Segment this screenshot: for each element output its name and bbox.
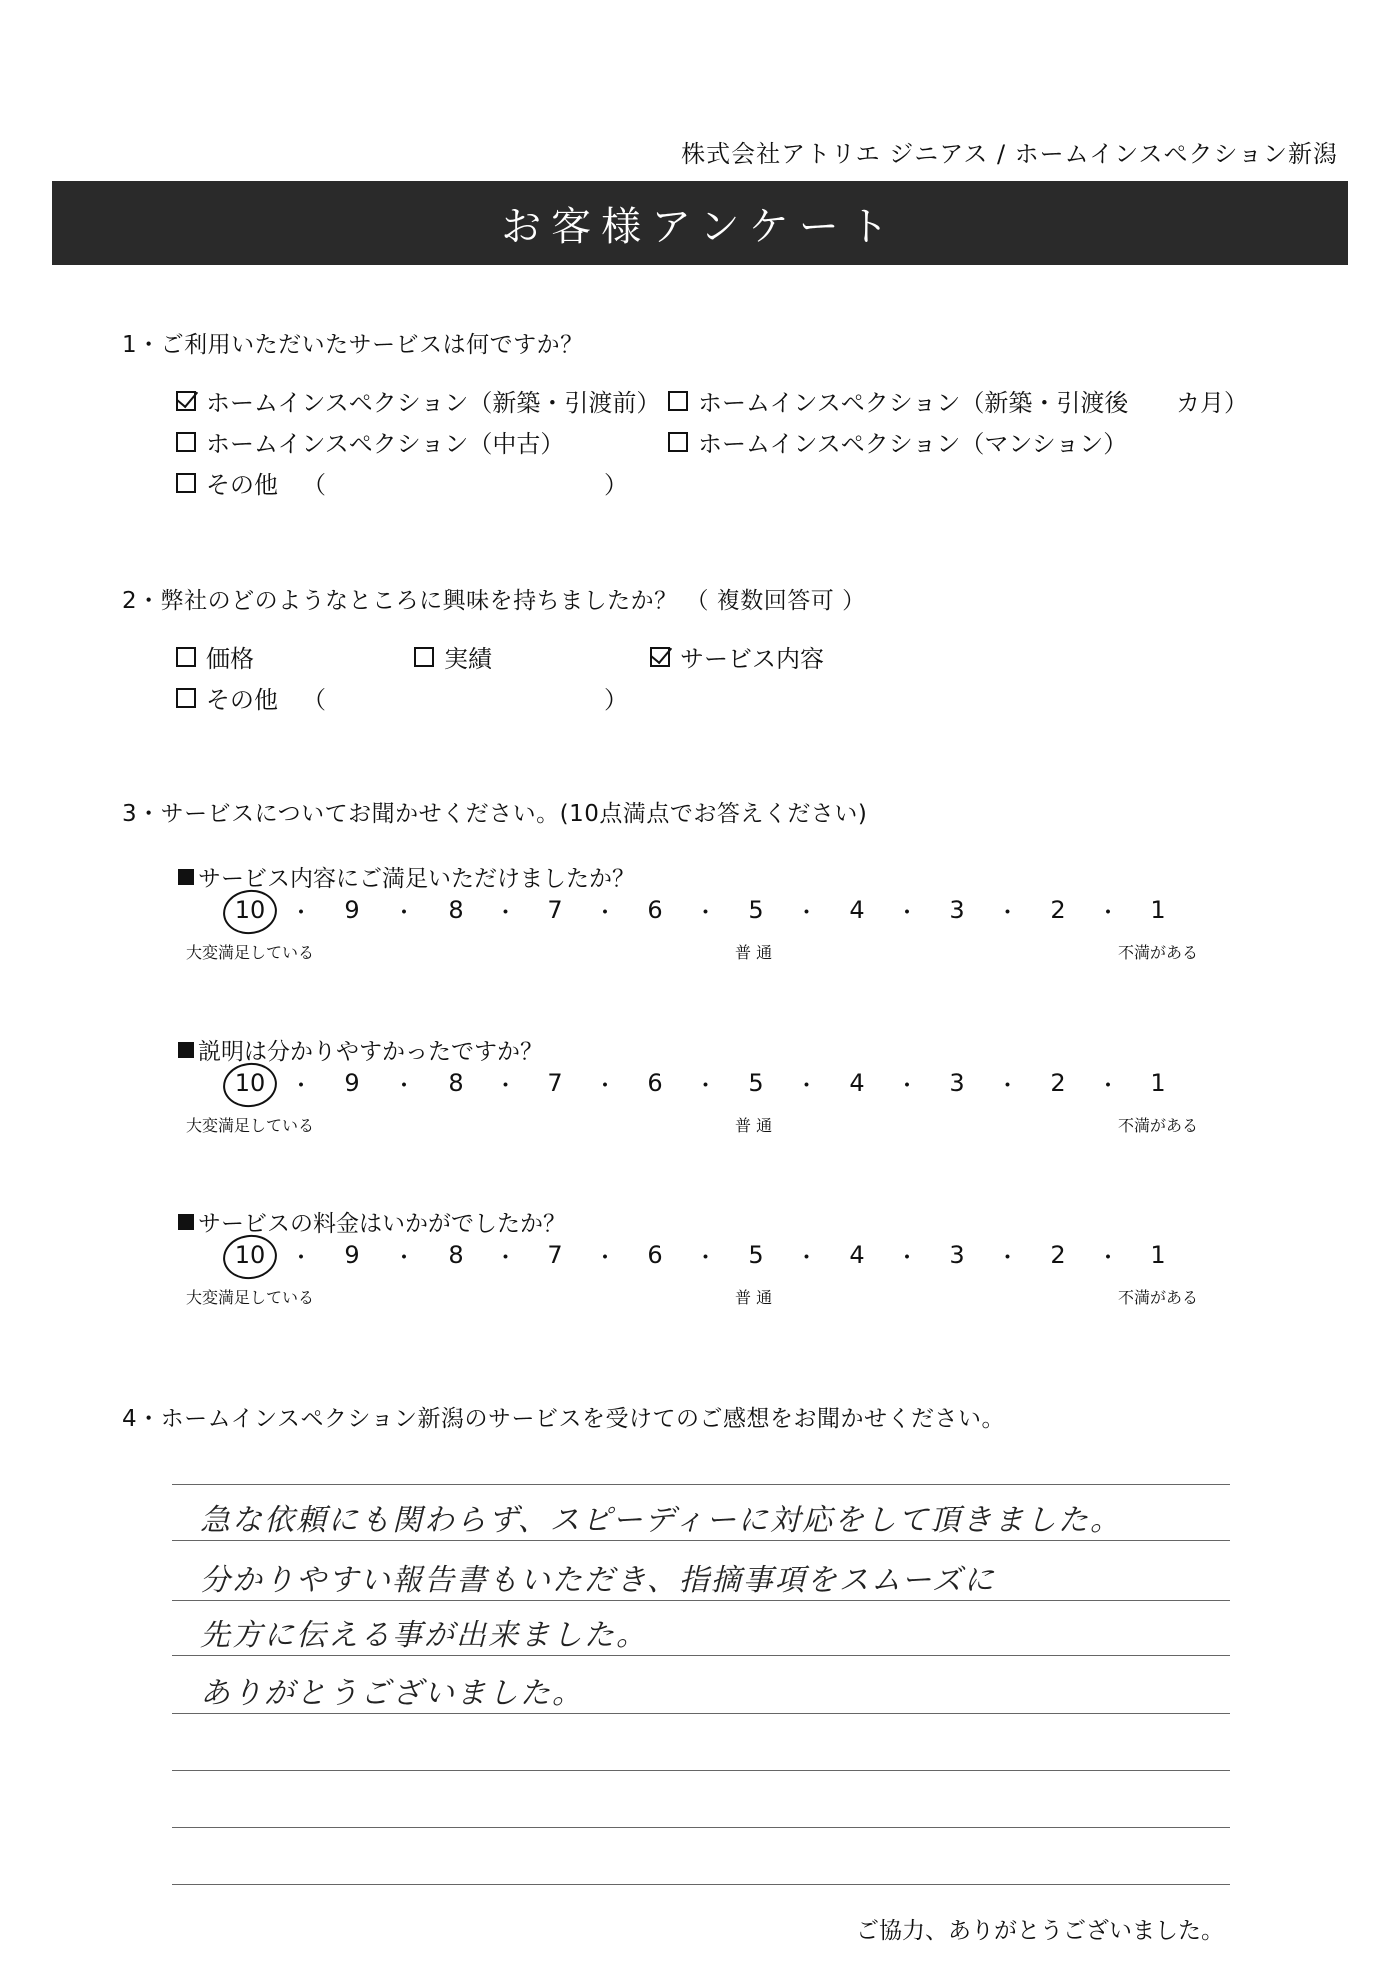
scale-separator: ・ <box>694 1074 717 1099</box>
scale-separator: ・ <box>593 1074 617 1099</box>
scale-separator: ・ <box>996 1246 1019 1271</box>
ruled-line <box>172 1713 1230 1714</box>
rating-option[interactable]: 6 <box>647 1241 663 1269</box>
handwritten-comment-line: 分かりやすい報告書もいただき、指摘事項をスムーズに <box>200 1563 996 1598</box>
scale-separator: ・ <box>392 1074 416 1099</box>
ruled-line <box>172 1484 1230 1485</box>
checkbox[interactable] <box>176 473 196 493</box>
rating-option[interactable]: 3 <box>949 1241 965 1269</box>
scale-label-neutral: 普 通 <box>735 1288 773 1307</box>
scale-separator: ・ <box>289 901 313 926</box>
scale-separator: ・ <box>494 1074 517 1099</box>
ruled-line <box>172 1770 1230 1771</box>
q4-title: 4・ホームインスペクション新潟のサービスを受けてのご感想をお聞かせください。 <box>122 1406 1006 1432</box>
scale-separator: ・ <box>694 901 717 926</box>
q1-option-new-after[interactable]: ホームインスペクション（新築・引渡後 <box>668 383 1128 418</box>
checkbox[interactable] <box>176 688 196 708</box>
rating-option[interactable]: 1 <box>1150 896 1166 924</box>
rating-option[interactable]: 10 <box>234 1069 266 1097</box>
scale-separator: ・ <box>795 901 818 926</box>
selected-rating-circle <box>220 1059 280 1110</box>
rating-option[interactable]: 5 <box>748 1241 764 1269</box>
scale-separator: ・ <box>494 1246 517 1271</box>
open-paren: （ <box>302 471 326 499</box>
q3-title: 3・サービスについてお聞かせください。(10点満点でお答えください) <box>122 801 868 827</box>
rating-option[interactable]: 10 <box>234 896 266 924</box>
scale-separator: ・ <box>1096 1074 1120 1099</box>
rating-option[interactable]: 6 <box>647 896 663 924</box>
checkbox-checked[interactable] <box>176 391 196 411</box>
ruled-line <box>172 1827 1230 1828</box>
q2-title: 2・弊社のどのようなところに興味を持ちましたか？ （ 複数回答可 ） <box>122 588 866 614</box>
rating-option[interactable]: 8 <box>448 896 464 924</box>
rating-option[interactable]: 1 <box>1150 1069 1166 1097</box>
rating-option[interactable]: 9 <box>344 1241 360 1269</box>
scale-label-dissatisfied: 不満がある <box>1118 943 1199 962</box>
checkbox[interactable] <box>176 647 196 667</box>
scale-label-high-satisfaction: 大変満足している <box>186 1116 315 1135</box>
scale-separator: ・ <box>1096 1246 1120 1271</box>
handwritten-comment-line: 先方に伝える事が出来ました。 <box>200 1618 648 1653</box>
thanks-message: ご協力、ありがとうございました。 <box>856 1918 1224 1944</box>
rating-option[interactable]: 8 <box>448 1069 464 1097</box>
scale-separator: ・ <box>289 1074 313 1099</box>
q1-option-new-before[interactable]: ホームインスペクション（新築・引渡前） <box>176 383 660 418</box>
scale-separator: ・ <box>694 1246 717 1271</box>
checkbox[interactable] <box>668 391 688 411</box>
q1-option-mansion[interactable]: ホームインスペクション（マンション） <box>668 424 1127 459</box>
rating-option[interactable]: 4 <box>849 1069 865 1097</box>
scale-separator: ・ <box>1096 901 1120 926</box>
q2-option-price[interactable]: 価格 <box>176 639 254 674</box>
scale-separator: ・ <box>895 901 919 926</box>
selected-rating-circle <box>220 1231 280 1282</box>
q2-option-other[interactable]: その他 <box>176 680 278 715</box>
scale-label-high-satisfaction: 大変満足している <box>186 943 315 962</box>
rating-option[interactable]: 2 <box>1050 896 1066 924</box>
checkbox[interactable] <box>668 432 688 452</box>
ruled-line <box>172 1655 1230 1656</box>
scale-separator: ・ <box>996 1074 1019 1099</box>
close-paren: ） <box>604 471 628 499</box>
scale-separator: ・ <box>593 901 617 926</box>
rating-option[interactable]: 7 <box>547 896 563 924</box>
scale-separator: ・ <box>895 1246 919 1271</box>
scale-label-high-satisfaction: 大変満足している <box>186 1288 315 1307</box>
square-bullet-icon <box>178 1214 194 1230</box>
rating-option[interactable]: 3 <box>949 1069 965 1097</box>
ruled-line <box>172 1600 1230 1601</box>
rating-option[interactable]: 2 <box>1050 1241 1066 1269</box>
rating-option[interactable]: 10 <box>234 1241 266 1269</box>
square-bullet-icon <box>178 869 194 885</box>
checkbox[interactable] <box>414 647 434 667</box>
rating-question: 説明は分かりやすかったですか？ <box>178 1033 543 1066</box>
q1-option-other[interactable]: その他 <box>176 465 278 500</box>
rating-option[interactable]: 7 <box>547 1241 563 1269</box>
q2-option-service[interactable]: サービス内容 <box>650 639 824 674</box>
open-paren: （ <box>302 686 326 714</box>
ruled-line <box>172 1884 1230 1885</box>
q1-months-suffix: カ月） <box>1176 389 1248 417</box>
scale-separator: ・ <box>795 1246 818 1271</box>
rating-question: サービスの料金はいかがでしたか？ <box>178 1205 566 1238</box>
ruled-line <box>172 1540 1230 1541</box>
scale-separator: ・ <box>795 1074 818 1099</box>
scale-separator: ・ <box>593 1246 617 1271</box>
rating-option[interactable]: 4 <box>849 896 865 924</box>
selected-rating-circle <box>220 886 280 937</box>
rating-option[interactable]: 5 <box>748 896 764 924</box>
scale-separator: ・ <box>996 901 1019 926</box>
rating-option[interactable]: 3 <box>949 896 965 924</box>
scale-separator: ・ <box>895 1074 919 1099</box>
scale-separator: ・ <box>392 901 416 926</box>
rating-question: サービス内容にご満足いただけましたか？ <box>178 860 635 893</box>
survey-title-banner <box>52 181 1348 265</box>
rating-option[interactable]: 2 <box>1050 1069 1066 1097</box>
scale-label-neutral: 普 通 <box>735 943 773 962</box>
handwritten-comment-line: ありがとうございました。 <box>200 1676 584 1711</box>
square-bullet-icon <box>178 1042 194 1058</box>
rating-option[interactable]: 1 <box>1150 1241 1166 1269</box>
close-paren: ） <box>604 686 628 714</box>
survey-title: お客様アンケート <box>501 203 899 250</box>
company-name: 株式会社アトリエ ジニアス / ホームインスペクション新潟 <box>681 140 1338 168</box>
q2-option-track-record[interactable]: 実績 <box>414 639 492 674</box>
scale-label-dissatisfied: 不満がある <box>1118 1288 1199 1307</box>
rating-option[interactable]: 8 <box>448 1241 464 1269</box>
scale-label-dissatisfied: 不満がある <box>1118 1116 1199 1135</box>
rating-option[interactable]: 4 <box>849 1241 865 1269</box>
rating-option[interactable]: 5 <box>748 1069 764 1097</box>
rating-option[interactable]: 9 <box>344 896 360 924</box>
scale-separator: ・ <box>494 901 517 926</box>
handwritten-comment-line: 急な依頼にも関わらず、スピーディーに対応をして頂きました。 <box>200 1503 1122 1538</box>
scale-label-neutral: 普 通 <box>735 1116 773 1135</box>
checkbox-checked[interactable] <box>650 647 670 667</box>
scale-separator: ・ <box>392 1246 416 1271</box>
rating-option[interactable]: 6 <box>647 1069 663 1097</box>
scale-separator: ・ <box>289 1246 313 1271</box>
rating-option[interactable]: 7 <box>547 1069 563 1097</box>
rating-option[interactable]: 9 <box>344 1069 360 1097</box>
q1-title: 1・ご利用いただいたサービスは何ですか？ <box>122 332 584 358</box>
checkbox[interactable] <box>176 432 196 452</box>
q1-option-used[interactable]: ホームインスペクション（中古） <box>176 424 564 459</box>
